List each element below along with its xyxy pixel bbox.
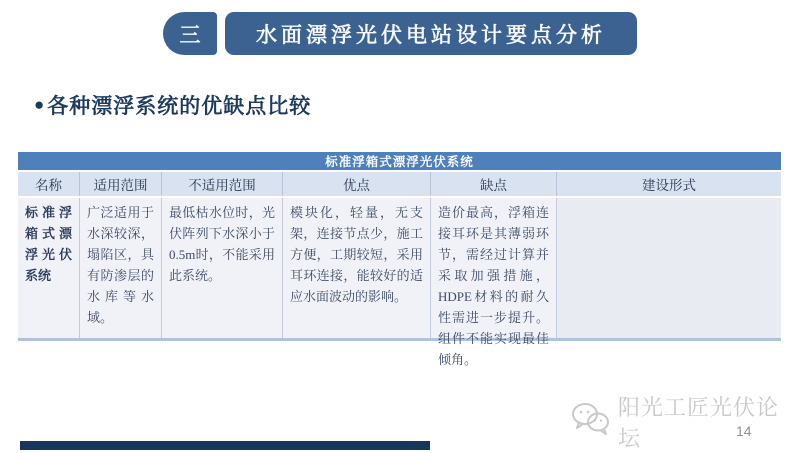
cell-applicable: 广泛适用于水深较深，塌陷区，具有防渗层的水库等水域。 xyxy=(80,198,162,338)
column-header-name: 名称 xyxy=(18,172,80,196)
watermark xyxy=(570,391,800,453)
page-title: 水面漂浮光伏电站设计要点分析 xyxy=(256,22,606,47)
cell-name: 标准浮箱式漂浮光伏系统 xyxy=(18,198,80,338)
cell-not-applicable: 最低枯水位时，光伏阵列下水深小于0.5m时，不能采用此系统。 xyxy=(162,198,283,338)
table-row xyxy=(18,198,781,368)
section-heading-text: 各种漂浮系统的优缺点比较 xyxy=(47,94,312,118)
table-title: 标准浮箱式漂浮光伏系统 xyxy=(18,152,781,172)
comparison-table xyxy=(18,152,781,368)
column-header-construction-form: 建设形式 xyxy=(557,172,781,196)
table-header-row xyxy=(18,172,781,198)
bottom-accent-bar xyxy=(20,441,430,450)
column-header-advantages: 优点 xyxy=(283,172,431,196)
page-title-box xyxy=(225,12,637,55)
cell-construction-form xyxy=(557,198,781,338)
section-number-badge xyxy=(163,12,217,55)
section-number: 三 xyxy=(179,22,201,47)
bullet-icon: ● xyxy=(34,95,46,114)
column-header-not-applicable: 不适用范围 xyxy=(162,172,283,196)
column-header-disadvantages: 缺点 xyxy=(431,172,557,196)
wechat-logo-icon xyxy=(570,401,612,443)
column-header-applicable: 适用范围 xyxy=(80,172,162,196)
section-heading xyxy=(34,90,311,120)
cell-disadvantages: 造价最高，浮箱连接耳环是其薄弱环节，需经过计算并采取加强措施，HDPE材料的耐久性需进一步提升。组件不能实现最佳倾角。 xyxy=(431,198,557,338)
watermark-text: 阳光工匠光伏论坛 xyxy=(618,395,780,451)
cell-advantages: 模块化，轻量，无支架，连接节点少，施工方便，工期较短，采用耳环连接，能较好的适应水面波动的影响。 xyxy=(283,198,431,338)
page-number: 14 xyxy=(736,423,752,439)
